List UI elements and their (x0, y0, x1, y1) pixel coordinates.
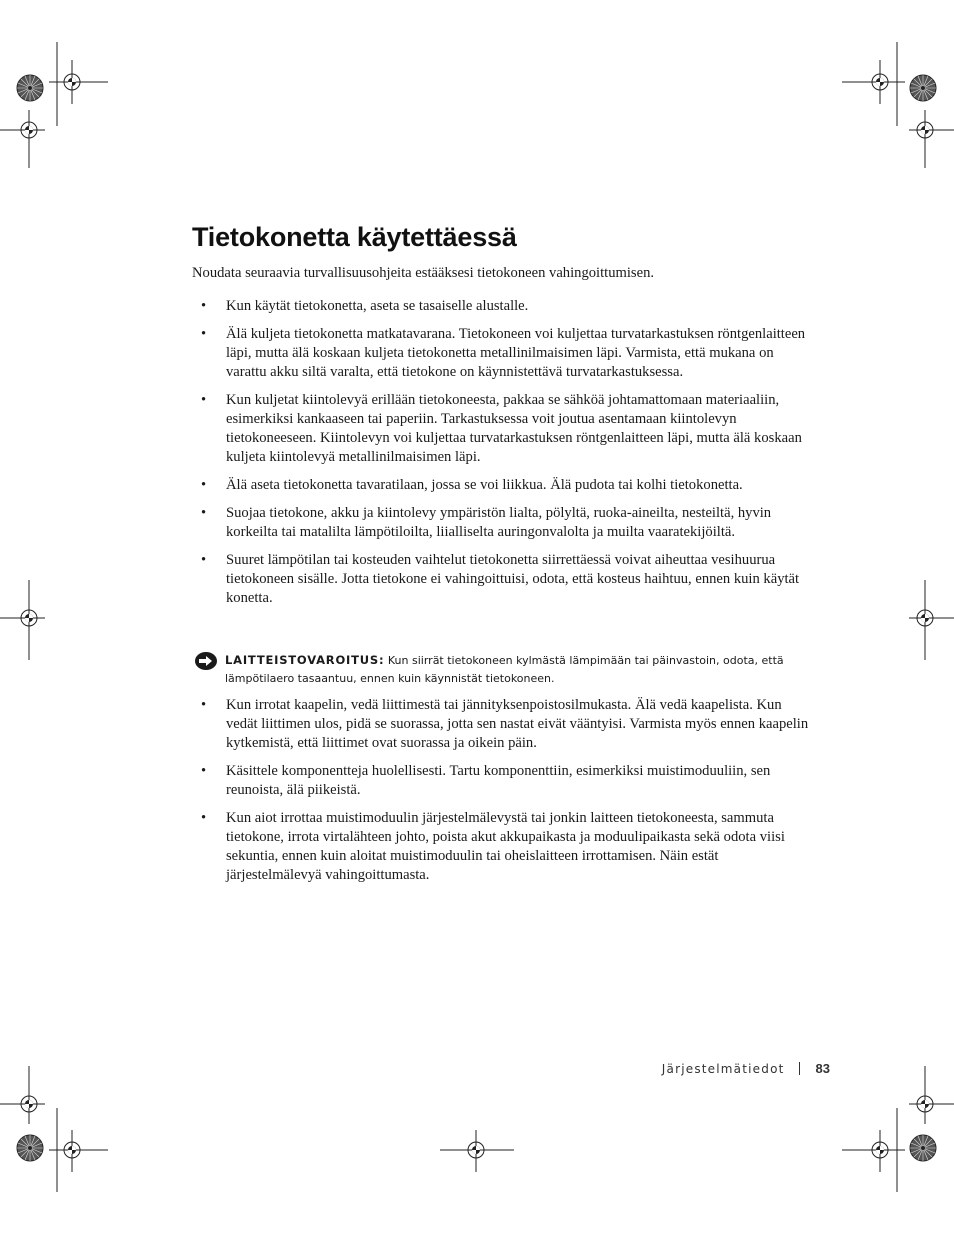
bullet-list-after-notice (192, 696, 812, 894)
bullet-icon: • (201, 763, 207, 779)
bullet-icon: • (201, 477, 207, 493)
page-number: 83 (815, 1061, 830, 1076)
list-item-text: Käsittele komponentteja huolellisesti. Tartu komponenttiin, esimerkiksi muistimoduuliin, sen reunoista, älä piikeistä. (226, 763, 771, 798)
list-item (192, 504, 812, 542)
list-item-text: Älä kuljeta tietokonetta matkatavarana. Tietokoneen voi kuljettaa turvatarkastuksen röntgenlaitteen läpi, mutta älä koskaan kuljeta tietokonetta metallinilmaisimen läpi. Varmista, että mukana on varattu akku siltä varalta, että tietokone on käynnistettävä turvatarkastuksessa. (226, 326, 806, 380)
page-footer (662, 1061, 830, 1076)
list-item-text: Suojaa tietokone, akku ja kiintolevy ympäristön lialta, pölyltä, ruoka-aineilta, nesteiltä, hyvin korkeilta tai matalilta lämpötiloilta, liialliselta auringonvalolta ja muilta vaaratekijöiltä. (226, 505, 772, 540)
bullet-icon: • (201, 552, 207, 568)
list-item (192, 696, 812, 753)
intro-paragraph: Noudata seuraavia turvallisuusohjeita estääksesi tietokoneen vahingoittumisen. (192, 265, 655, 281)
notice-arrow-icon (194, 651, 218, 671)
footer-section-title: Järjestelmätiedot (661, 1061, 785, 1076)
notice-label: LAITTEISTOVAROITUS: (225, 653, 385, 667)
list-item (192, 325, 812, 382)
hardware-notice (194, 651, 804, 688)
list-item-text: Kun irrotat kaapelin, vedä liittimestä tai jännityksenpoistosilmukasta. Älä vedä kaapelista. Kun vedät liittimen ulos, pidä se suorassa, jotta sen nastat eivät vääntyisi. Varmista myös ennen kaapelin kytkemistä, että liittimet ovat suorassa ja oikein päin. (226, 697, 809, 751)
bullet-icon: • (201, 505, 207, 521)
list-item-text: Kun kuljetat kiintolevyä erillään tietokoneesta, pakkaa se sähköä johtamattomaan materiaaliin, esimerkiksi kankaaseen tai paperiin. Tarkastuksessa voit joutua asentamaan kiintolevyn tietokoneeseen. Kiintolevyn voi kuljettaa turvatarkastuksen röntgenlaitteen läpi, mutta älä koskaan kuljeta kiintolevyä metallinilmaisimen läpi. (226, 392, 802, 465)
page-title: Tietokonetta käytettäessä (192, 222, 517, 252)
bullet-list-before-notice (192, 297, 812, 617)
notice-text: Kun siirrät tietokoneen kylmästä lämpimään tai päinvastoin, odota, että lämpötilaero tasaantuu, ennen kuin käynnistät tietokoneen. (225, 654, 784, 685)
list-item-text: Älä aseta tietokonetta tavaratilaan, jossa se voi liikkua. Älä pudota tai kolhi tietokonetta. (226, 477, 743, 493)
bullet-icon: • (201, 392, 207, 408)
bullet-icon: • (201, 298, 207, 314)
list-item-text: Kun aiot irrottaa muistimoduulin järjestelmälevystä tai jonkin laitteen tietokoneesta, sammuta tietokone, irrota virtalähteen johto, poista akut akkupaikasta ja moduulipaikasta sekä odota viisi sekuntia, ennen kuin aloitat muistimoduulin tai oheislaitteen irrottamisen. Näin estät järjestelmälevyä vahingoittumasta. (226, 810, 785, 883)
bullet-icon: • (201, 697, 207, 713)
list-item-text: Suuret lämpötilan tai kosteuden vaihtelut tietokonetta siirrettäessä voivat aiheuttaa vesihuurua tietokoneen sisälle. Jotta tietokone ei vahingoittuisi, odota, että kosteus haihtuu, ennen kuin käytät konetta. (226, 552, 800, 606)
bullet-icon: • (201, 810, 207, 826)
list-item (192, 297, 812, 316)
list-item-text: Kun käytät tietokonetta, aseta se tasaiselle alustalle. (226, 298, 529, 314)
bullet-icon: • (201, 326, 207, 342)
list-item (192, 551, 812, 608)
list-item (192, 809, 812, 885)
list-item (192, 476, 812, 495)
list-item (192, 762, 812, 800)
footer-divider (799, 1062, 800, 1075)
notice-body (225, 651, 804, 688)
list-item (192, 391, 812, 467)
